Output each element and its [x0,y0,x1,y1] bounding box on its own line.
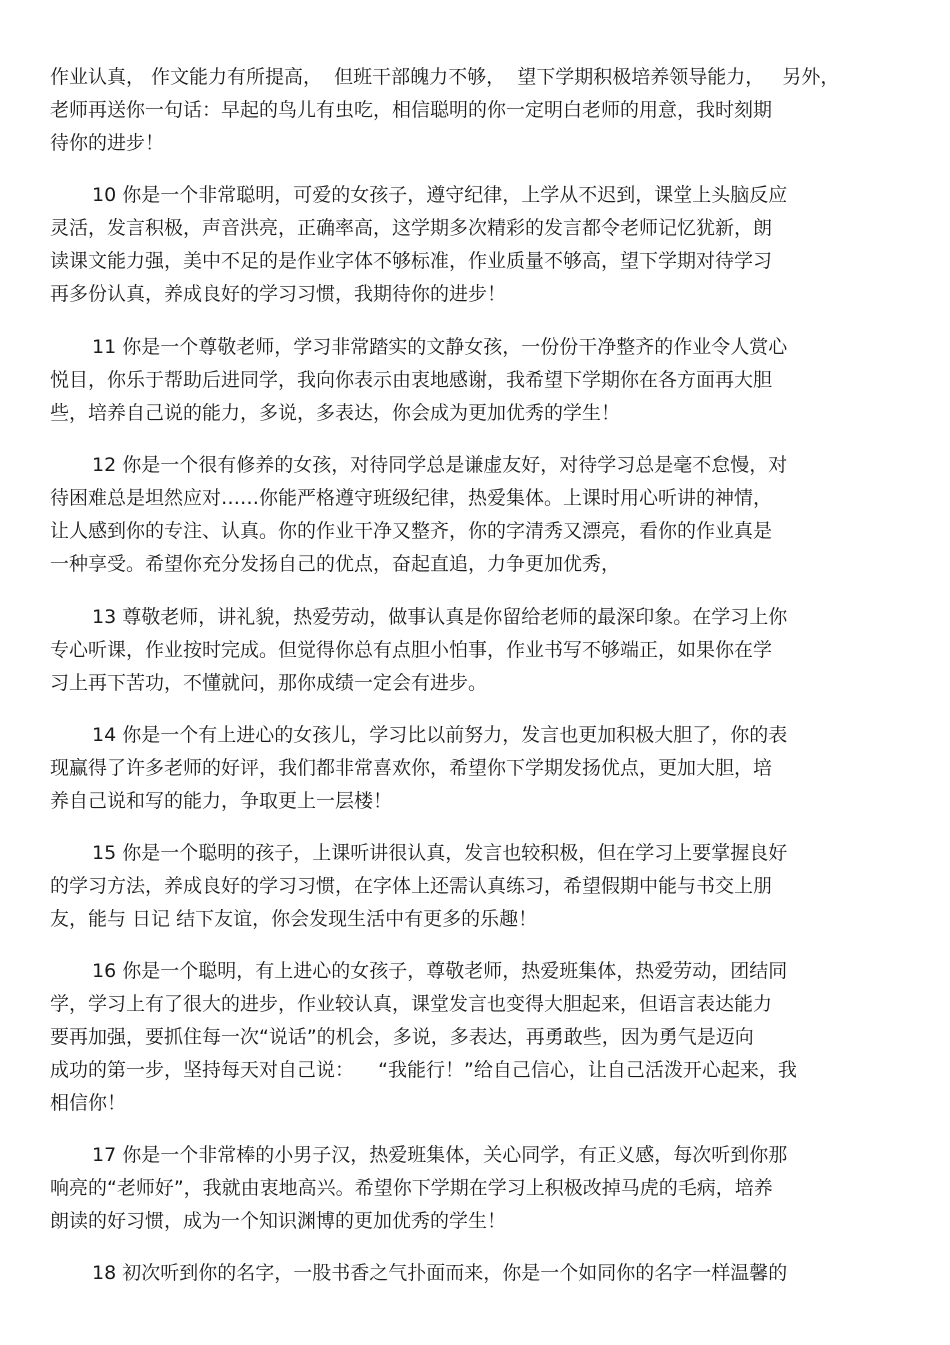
text-line: 让人感到你的专注、认真。你的作业干净又整齐，你的字清秀又漂亮，看你的作业真是 [50,520,773,542]
text-line: 现赢得了许多老师的好评，我们都非常喜欢你，希望你下学期发扬优点，更加大胆，培 [50,757,773,779]
text-line: 灵活，发言积极，声音洪亮，正确率高，这学期多次精彩的发言都令老师记忆犹新，朗 [50,217,773,239]
text-line: 16 你是一个聪明，有上进心的女孩子，尊敬老师，热爱班集体，热爱劳动，团结同 [92,960,788,982]
text-line: 12 你是一个很有修养的女孩，对待同学总是谦虚友好，对待学习总是毫不怠慢，对 [92,454,788,476]
text-line: 响亮的“老师好”，我就由衷地高兴。希望你下学期在学习上积极改掉马虎的毛病，培养 [50,1177,773,1199]
text-line: 老师再送你一句话：早起的鸟儿有虫吃，相信聪明的你一定明白老师的用意，我时刻期 [50,99,773,121]
text-line: 习上再下苦功，不懂就问，那你成绩一定会有进步。 [50,672,488,694]
text-line: 友，能与 日记 结下友谊，你会发现生活中有更多的乐趣！ [50,908,538,930]
text-line: 朗读的好习惯，成为一个知识渊博的更加优秀的学生！ [50,1210,507,1232]
text-line: 待困难总是坦然应对……你能严格遵守班级纪律，热爱集体。上课时用心听讲的神情， [50,487,773,509]
text-line: 14 你是一个有上进心的女孩儿，学习比以前努力，发言也更加积极大胆了，你的表 [92,724,788,746]
text-line: 15 你是一个聪明的孩子，上课听讲很认真，发言也较积极，但在学习上要掌握良好 [92,842,788,864]
text-line: 一种享受。希望你充分发扬自己的优点，奋起直追，力争更加优秀， [50,553,621,575]
text-line: 些，培养自己说的能力，多说，多表达，你会成为更加优秀的学生！ [50,402,621,424]
text-line: 13 尊敬老师，讲礼貌，热爱劳动，做事认真是你留给老师的最深印象。在学习上你 [92,606,788,628]
text-line: 18 初次听到你的名字，一股书香之气扑面而来，你是一个如同你的名字一样温馨的 [92,1262,788,1284]
text-line: 专心听课，作业按时完成。但觉得你总有点胆小怕事，作业书写不够端正，如果你在学 [50,639,773,661]
text-line: 学，学习上有了很大的进步，作业较认真，课堂发言也变得大胆起来，但语言表达能力 [50,993,773,1015]
text-line: 10 你是一个非常聪明，可爱的女孩子，遵守纪律，上学从不迟到，课堂上头脑反应 [92,184,788,206]
text-line: 成功的第一步，坚持每天对自己说： “我能行！”给自己信心，让自己活泼开心起来，我 [50,1059,797,1081]
text-line: 读课文能力强，美中不足的是作业字体不够标准，作业质量不够高，望下学期对待学习 [50,250,773,272]
text-line: 作业认真， 作文能力有所提高， 但班干部魄力不够， 望下学期积极培养领导能力， 另外， [50,66,840,88]
text-line: 的学习方法，养成良好的学习习惯，在字体上还需认真练习，希望假期中能与书交上朋 [50,875,773,897]
text-line: 17 你是一个非常棒的小男子汉，热爱班集体，关心同学，有正义感，每次听到你那 [92,1144,788,1166]
text-line: 要再加强，要抓住每一次“说话”的机会，多说，多表达，再勇敢些，因为勇气是迈向 [50,1026,754,1048]
text-line: 养自己说和写的能力，争取更上一层楼！ [50,790,393,812]
text-line: 悦目，你乐于帮助后进同学，我向你表示由衷地感谢，我希望下学期你在各方面再大胆 [50,369,773,391]
text-line: 相信你！ [50,1092,127,1114]
text-line: 再多份认真，养成良好的学习习惯，我期待你的进步！ [50,283,507,305]
text-line: 11 你是一个尊敬老师，学习非常踏实的文静女孩，一份份干净整齐的作业令人赏心 [92,336,788,358]
text-line: 待你的进步！ [50,132,165,154]
